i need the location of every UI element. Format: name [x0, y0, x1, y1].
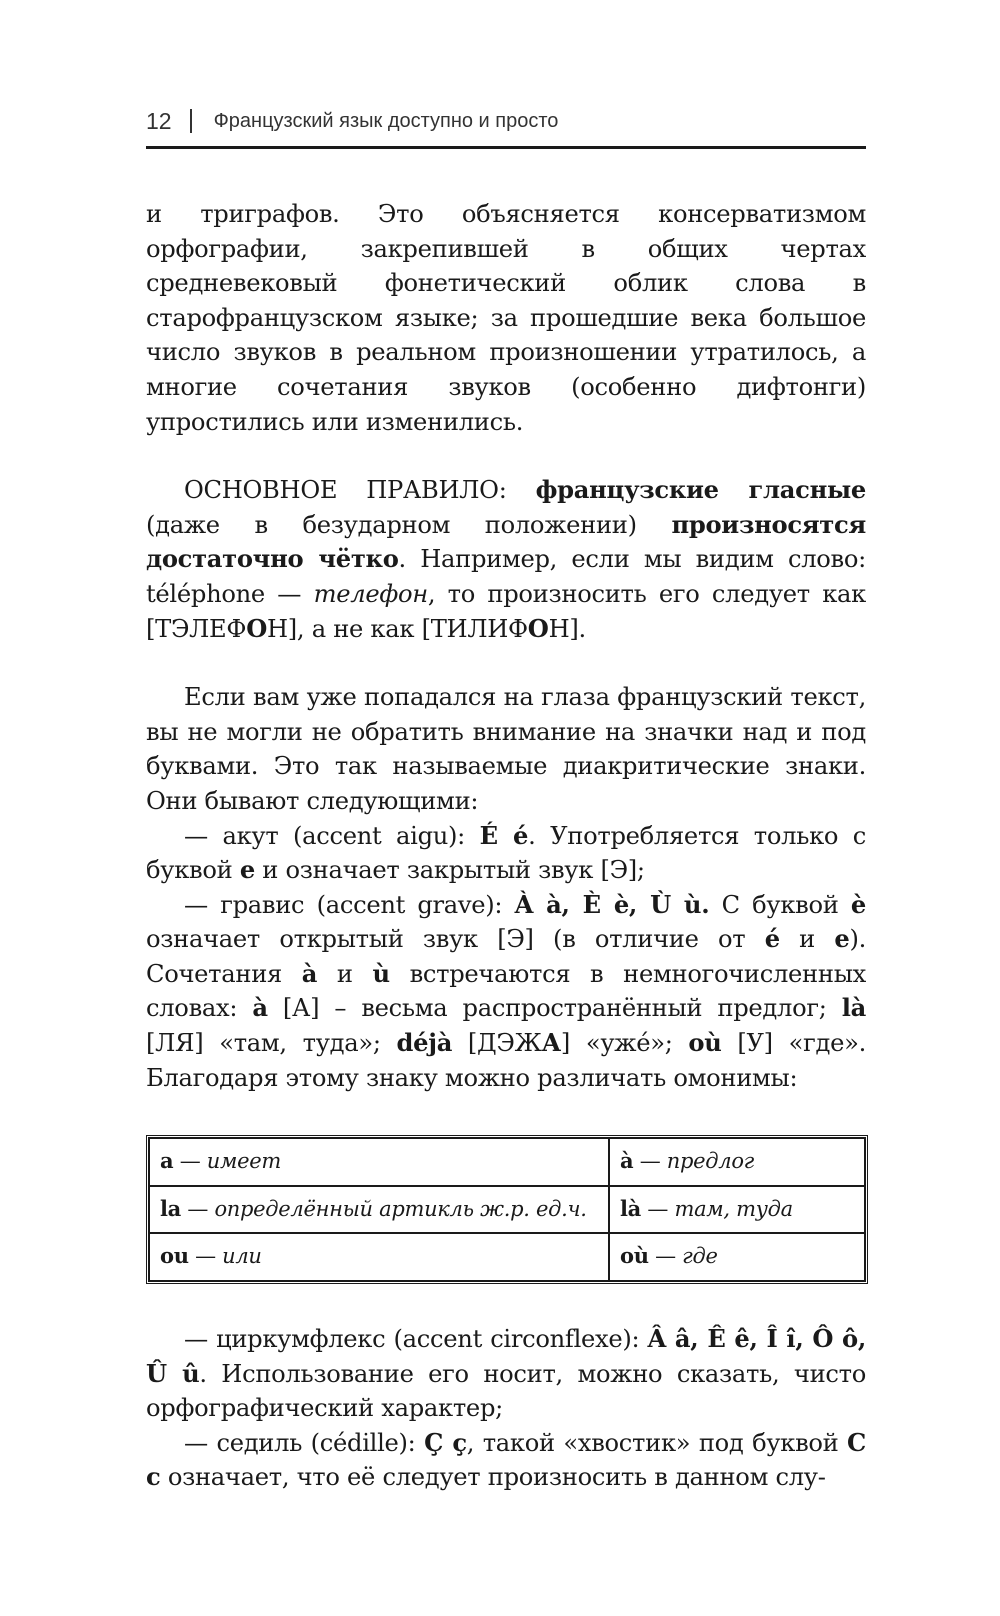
dash: —: [648, 1244, 683, 1269]
rule-italic-telephone: телефон: [313, 579, 428, 608]
table-row: [149, 1233, 865, 1281]
grave-text: [У] «где». Благодаря этому знаку можно различать омонимы:: [146, 1029, 867, 1092]
circumflex-paragraph: [146, 1322, 866, 1426]
grave-bold: là: [841, 993, 867, 1023]
homonym-word: la: [160, 1195, 181, 1221]
grave-text: [А] – весьма распространённый предлог;: [267, 994, 842, 1023]
homonym-word: à: [620, 1148, 634, 1174]
rule-stress-o: О: [527, 613, 549, 643]
cedilla-letters: Ç ç: [424, 1427, 467, 1457]
header-separator: [190, 109, 192, 133]
homonym-meaning: имеет: [206, 1149, 281, 1174]
homonym-meaning: где: [682, 1244, 718, 1269]
acute-text: . Употребляется только с буквой: [146, 821, 866, 885]
table-cell: [609, 1138, 865, 1186]
grave-text: [ЛЯ] «там, туда»;: [146, 1029, 397, 1058]
body-text: [146, 197, 866, 1495]
table-cell: [149, 1233, 609, 1281]
grave-bold: à: [301, 958, 318, 988]
grave-bold: А: [541, 1028, 561, 1058]
circumflex-text: — циркумфлекс (accent circonflexe):: [184, 1325, 648, 1354]
table-cell: [609, 1186, 865, 1234]
grave-text: означает открытый звук [Э] (в отличие от: [146, 925, 765, 954]
circumflex-letters: Â â, Ê ê, Î î, Ô ô, Û û: [146, 1324, 866, 1388]
homonym-word: a: [160, 1148, 174, 1174]
rule-text: Н], а не как [ТИЛИФ: [266, 614, 528, 643]
rule-stress-o: О: [246, 613, 267, 643]
grave-text: ] «ужé»;: [560, 1029, 689, 1058]
grave-bold: où: [688, 1028, 722, 1058]
paragraph-continuation: и триграфов. Это объясняется консерватизмом орфографии, закрепившей в общих чертах средневековый фонетический облик слова в старофранцузском языке; за прошедшие века большое число звуков в реальном произношении утратилось, а многие сочетания звуков (особенно дифтонги) упростились или изменились.: [146, 200, 866, 436]
grave-text: — гравис (accent grave):: [184, 890, 515, 919]
cedilla-text: — седиль (cédille):: [184, 1428, 425, 1457]
acute-text: и означает закрытый звук [Э];: [254, 856, 645, 885]
rule-text: . Например, если мы видим слово: téléphone —: [146, 545, 866, 608]
main-rule-paragraph: [146, 473, 866, 646]
acute-text: — акут (accent aigu):: [184, 821, 480, 850]
grave-text: и: [317, 959, 373, 988]
grave-bold: à: [252, 993, 268, 1023]
grave-bold: è: [850, 889, 866, 919]
table-cell: [149, 1138, 609, 1186]
rule-text: Н].: [548, 614, 586, 643]
grave-paragraph: [146, 888, 866, 1096]
intro-paragraph: Если вам уже попадался на глаза французский текст, вы не могли не обратить внимание на значки над и под буквами. Это так называемые диакритические знаки. Они бывают следующими:: [146, 683, 866, 815]
homonyms-table: [146, 1135, 868, 1284]
grave-bold: é: [764, 924, 780, 954]
dash: —: [181, 1196, 215, 1221]
acute-letters: É é: [479, 820, 529, 850]
grave-bold: déjà: [396, 1028, 453, 1058]
rule-text: (даже в безударном положении): [146, 510, 672, 539]
table-cell: [149, 1186, 609, 1234]
page: [146, 100, 866, 1600]
dash: —: [633, 1149, 667, 1174]
rule-bold-pronounce: произносятся достаточно чётко: [146, 509, 866, 574]
rule-text: , то произносить его следует как [ТЭЛЕФ: [146, 579, 866, 643]
dash: —: [173, 1149, 207, 1174]
circumflex-text: . Использование его носит, можно сказать, чисто орфографический характер;: [146, 1359, 866, 1423]
grave-text: и: [779, 925, 835, 954]
cedilla-letter-c: С с: [146, 1427, 866, 1492]
table-row: [149, 1138, 865, 1186]
table-row: [149, 1186, 865, 1234]
homonym-meaning: определённый артикль ж.р. ед.ч.: [214, 1196, 587, 1221]
dash: —: [188, 1244, 223, 1269]
acute-paragraph: [146, 819, 866, 888]
homonym-meaning: или: [222, 1244, 262, 1269]
rule-bold-vowels: французские гласные: [535, 475, 867, 505]
homonym-meaning: там, туда: [674, 1196, 793, 1221]
dash: —: [641, 1196, 675, 1221]
cedilla-text: , такой «хвостик» под буквой: [466, 1428, 848, 1457]
acute-letter-e: е: [239, 855, 255, 885]
grave-text: [ДЭЖ: [452, 1029, 542, 1058]
grave-letters: À à, È è, Ù ù.: [514, 889, 710, 919]
cedilla-text: означает, что её следует произносить в данном слу-: [160, 1463, 826, 1492]
homonym-word: là: [620, 1195, 641, 1221]
page-number: 12: [146, 107, 172, 134]
homonym-word: où: [620, 1243, 649, 1269]
rule-label: ОСНОВНОЕ ПРАВИЛО:: [184, 476, 536, 505]
book-title: Французский язык доступно и просто: [213, 109, 559, 132]
running-head: [146, 100, 866, 149]
grave-text: встречаются в немногочисленных словах:: [146, 959, 866, 1023]
grave-bold: e: [834, 924, 850, 954]
grave-text: ). Сочетания: [146, 925, 866, 988]
grave-text: С буквой: [709, 890, 851, 919]
homonym-word: ou: [160, 1243, 189, 1269]
cedilla-paragraph: [146, 1426, 866, 1495]
table-cell: [609, 1233, 865, 1281]
grave-bold: ù: [372, 958, 390, 988]
homonym-meaning: предлог: [666, 1149, 754, 1174]
